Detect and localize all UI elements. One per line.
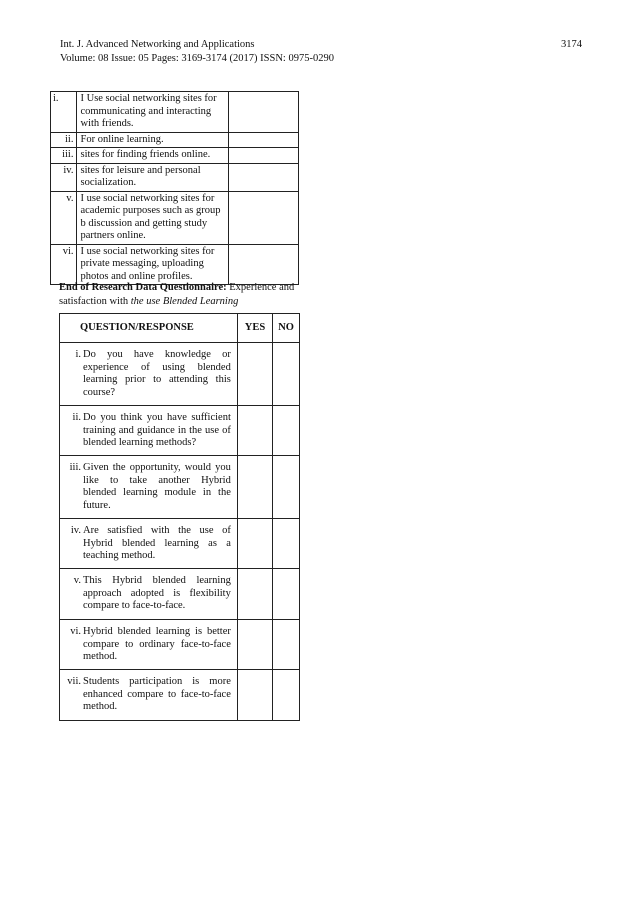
no-cell bbox=[273, 456, 300, 519]
no-cell bbox=[273, 670, 300, 721]
section-heading-bold: End of Research Data Questionnaire: bbox=[59, 282, 227, 293]
row-number: ii. bbox=[51, 132, 77, 148]
table-row bbox=[60, 456, 300, 519]
row-text: sites for finding friends online. bbox=[77, 148, 229, 164]
question-number: iii. bbox=[69, 462, 81, 473]
section-heading-italic: the use Blended Learning bbox=[130, 295, 239, 307]
question-cell bbox=[60, 406, 238, 456]
yes-cell bbox=[237, 519, 272, 569]
question-text: Are satisfied with the use of Hybrid blended learning as a teaching method. bbox=[83, 525, 231, 561]
question-number: vi. bbox=[70, 626, 81, 637]
question-number: i. bbox=[75, 349, 81, 360]
row-text: I use social networking sites for academic purposes such as group b discussion and getting study partners online. bbox=[77, 191, 229, 244]
question-number: iv. bbox=[70, 525, 81, 536]
section-heading bbox=[59, 281, 299, 308]
no-cell bbox=[273, 343, 300, 406]
no-cell bbox=[273, 406, 300, 456]
response-cell bbox=[229, 191, 299, 244]
table-row bbox=[60, 620, 300, 670]
table-row bbox=[51, 163, 299, 191]
question-cell bbox=[60, 456, 238, 519]
question-text: Do you have knowledge or experience of using blended learning prior to attending this course? bbox=[83, 349, 231, 398]
row-number: vi. bbox=[51, 244, 77, 285]
question-number: v. bbox=[73, 575, 81, 586]
row-text: sites for leisure and personal socialization. bbox=[77, 163, 229, 191]
table-row bbox=[51, 132, 299, 148]
no-cell bbox=[273, 519, 300, 569]
table-row bbox=[60, 569, 300, 620]
page-header bbox=[60, 38, 582, 66]
yes-cell bbox=[237, 569, 272, 620]
response-cell bbox=[229, 148, 299, 164]
question-text: Do you think you have sufficient training and guidance in the use of blended learning methods? bbox=[83, 412, 231, 448]
response-cell bbox=[229, 244, 299, 285]
yes-cell bbox=[237, 456, 272, 519]
table-row bbox=[51, 148, 299, 164]
question-number: vii. bbox=[67, 676, 81, 687]
row-text: I Use social networking sites for communicating and interacting with friends. bbox=[77, 92, 229, 133]
header-row bbox=[60, 314, 300, 343]
table-row bbox=[60, 406, 300, 456]
yes-cell bbox=[237, 343, 272, 406]
response-cell bbox=[229, 92, 299, 133]
page-number: 3174 bbox=[561, 39, 582, 50]
journal-title: Int. J. Advanced Networking and Applications bbox=[60, 39, 255, 50]
table-row bbox=[60, 670, 300, 721]
question-cell bbox=[60, 569, 238, 620]
row-text: I use social networking sites for private messaging, uploading photos and online profiles. bbox=[77, 244, 229, 285]
row-text: For online learning. bbox=[77, 132, 229, 148]
question-text: Hybrid blended learning is better compare to ordinary face-to-face method. bbox=[83, 626, 231, 662]
table-row bbox=[60, 519, 300, 569]
section-heading-text: Experience and satisfaction with bbox=[59, 282, 295, 307]
response-cell bbox=[229, 132, 299, 148]
question-text: Given the opportunity, would you like to take another Hybrid blended learning module in the future. bbox=[83, 462, 231, 511]
question-header: QUESTION/RESPONSE bbox=[60, 314, 238, 343]
no-cell bbox=[273, 620, 300, 670]
table-row bbox=[60, 343, 300, 406]
row-number: iii. bbox=[51, 148, 77, 164]
question-cell bbox=[60, 620, 238, 670]
usage-table bbox=[50, 91, 299, 285]
yes-header: YES bbox=[237, 314, 272, 343]
row-number: v. bbox=[51, 191, 77, 244]
yes-cell bbox=[237, 620, 272, 670]
table-row bbox=[51, 244, 299, 285]
table-row bbox=[51, 92, 299, 133]
question-text: Students participation is more enhanced compare to face-to-face method. bbox=[83, 676, 231, 712]
questionnaire-table bbox=[59, 313, 300, 721]
response-cell bbox=[229, 163, 299, 191]
yes-cell bbox=[237, 670, 272, 721]
question-number: ii. bbox=[72, 412, 81, 423]
question-cell bbox=[60, 670, 238, 721]
yes-cell bbox=[237, 406, 272, 456]
row-number: i. bbox=[51, 92, 77, 133]
no-cell bbox=[273, 569, 300, 620]
table-row bbox=[51, 191, 299, 244]
question-text: This Hybrid blended learning approach adopted is flexibility compare to face-to-face. bbox=[83, 575, 231, 611]
volume-info: Volume: 08 Issue: 05 Pages: 3169-3174 (2017) ISSN: 0975-0290 bbox=[60, 53, 334, 64]
question-cell bbox=[60, 519, 238, 569]
no-header: NO bbox=[273, 314, 300, 343]
question-cell bbox=[60, 343, 238, 406]
row-number: iv. bbox=[51, 163, 77, 191]
